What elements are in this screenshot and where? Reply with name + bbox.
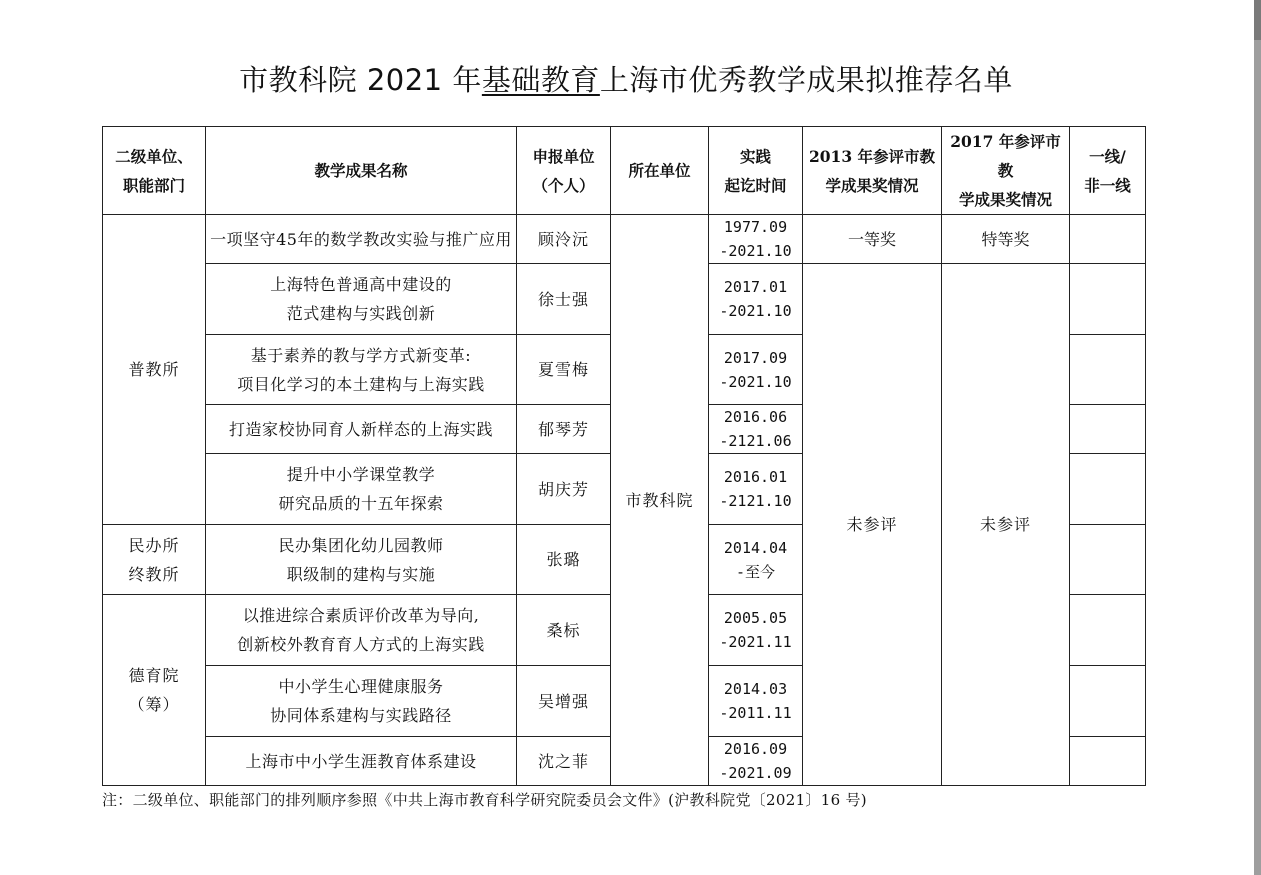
name-cell: 郁琴芳 bbox=[517, 405, 611, 454]
time-cell: 2014.03 -2011.11 bbox=[709, 666, 803, 737]
title-cell: 中小学生心理健康服务 协同体系建构与实践路径 bbox=[206, 666, 517, 737]
title-cell: 上海特色普通高中建设的 范式建构与实践创新 bbox=[206, 264, 517, 335]
line-cell bbox=[1070, 335, 1146, 405]
award-2017-cell: 特等奖 bbox=[942, 215, 1070, 264]
vertical-scrollbar[interactable] bbox=[1254, 0, 1261, 875]
name-cell: 沈之菲 bbox=[517, 737, 611, 786]
award-2017-merged-cell: 未参评 bbox=[942, 264, 1070, 786]
dept-cell: 民办所 终教所 bbox=[103, 525, 206, 595]
footnote: 注：二级单位、职能部门的排列顺序参照《中共上海市教育科学研究院委员会文件》(沪教科院党〔2021〕16 号) bbox=[102, 791, 867, 809]
line-cell bbox=[1070, 215, 1146, 264]
award-2013-cell: 一等奖 bbox=[803, 215, 942, 264]
header-line: 一线/ 非一线 bbox=[1070, 127, 1146, 215]
time-cell: 2005.05 -2021.11 bbox=[709, 595, 803, 666]
header-applicant: 申报单位 （个人） bbox=[517, 127, 611, 215]
title-cell: 上海市中小学生涯教育体系建设 bbox=[206, 737, 517, 786]
line-cell bbox=[1070, 264, 1146, 335]
header-title: 教学成果名称 bbox=[206, 127, 517, 215]
header-row bbox=[103, 127, 1146, 215]
header-org: 所在单位 bbox=[611, 127, 709, 215]
title-prefix: 市教科院 2021 年 bbox=[239, 63, 482, 97]
document-title bbox=[0, 62, 1252, 98]
dept-cell: 德育院 （筹） bbox=[103, 595, 206, 786]
title-cell: 提升中小学课堂教学 研究品质的十五年探索 bbox=[206, 454, 517, 525]
line-cell bbox=[1070, 595, 1146, 666]
name-cell: 张璐 bbox=[517, 525, 611, 595]
time-cell: 1977.09 -2021.10 bbox=[709, 215, 803, 264]
org-cell: 市教科院 bbox=[611, 215, 709, 786]
line-cell bbox=[1070, 737, 1146, 786]
name-cell: 夏雪梅 bbox=[517, 335, 611, 405]
recommendation-table bbox=[102, 126, 1146, 786]
title-cell: 打造家校协同育人新样态的上海实践 bbox=[206, 405, 517, 454]
header-award-2017: 2017 年参评市教 学成果奖情况 bbox=[942, 127, 1070, 215]
time-cell: 2016.09 -2021.09 bbox=[709, 737, 803, 786]
name-cell: 顾泠沅 bbox=[517, 215, 611, 264]
name-cell: 吴增强 bbox=[517, 666, 611, 737]
time-cell: 2016.01 -2121.10 bbox=[709, 454, 803, 525]
time-cell: 2014.04 -至今 bbox=[709, 525, 803, 595]
name-cell: 桑标 bbox=[517, 595, 611, 666]
title-cell: 以推进综合素质评价改革为导向, 创新校外教育育人方式的上海实践 bbox=[206, 595, 517, 666]
award-2013-merged-cell: 未参评 bbox=[803, 264, 942, 786]
title-suffix: 上海市优秀教学成果拟推荐名单 bbox=[599, 63, 1013, 97]
line-cell bbox=[1070, 454, 1146, 525]
title-cell: 民办集团化幼儿园教师 职级制的建构与实施 bbox=[206, 525, 517, 595]
name-cell: 胡庆芳 bbox=[517, 454, 611, 525]
line-cell bbox=[1070, 525, 1146, 595]
table-row bbox=[103, 215, 1146, 264]
title-cell: 一项坚守45年的数学教改实验与推广应用 bbox=[206, 215, 517, 264]
dept-cell: 普教所 bbox=[103, 215, 206, 525]
title-underlined: 基础教育 bbox=[481, 63, 600, 97]
scrollbar-thumb[interactable] bbox=[1254, 0, 1261, 40]
line-cell bbox=[1070, 666, 1146, 737]
title-cell: 基于素养的教与学方式新变革: 项目化学习的本土建构与上海实践 bbox=[206, 335, 517, 405]
time-cell: 2016.06 -2121.06 bbox=[709, 405, 803, 454]
line-cell bbox=[1070, 405, 1146, 454]
time-cell: 2017.01 -2021.10 bbox=[709, 264, 803, 335]
header-award-2013: 2013 年参评市教 学成果奖情况 bbox=[803, 127, 942, 215]
header-dept: 二级单位、 职能部门 bbox=[103, 127, 206, 215]
name-cell: 徐士强 bbox=[517, 264, 611, 335]
header-time: 实践 起讫时间 bbox=[709, 127, 803, 215]
time-cell: 2017.09 -2021.10 bbox=[709, 335, 803, 405]
